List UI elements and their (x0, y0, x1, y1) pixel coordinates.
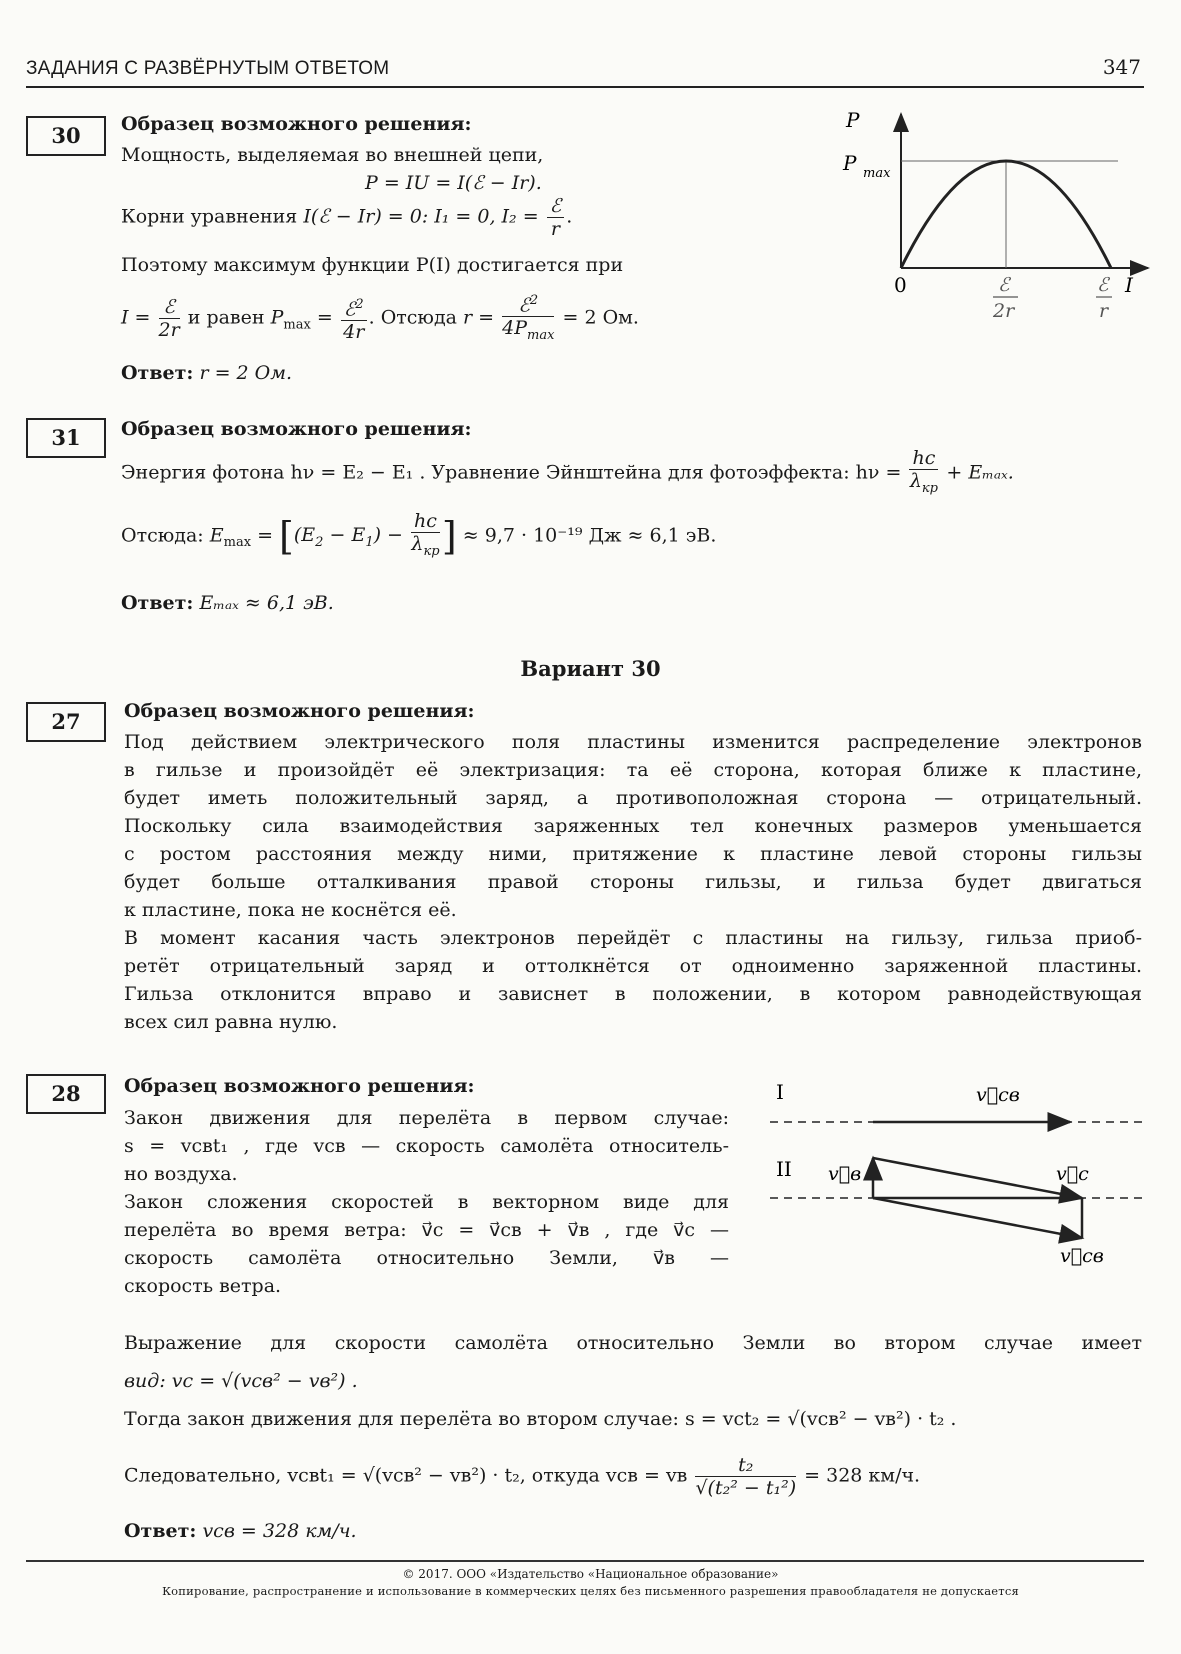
task27-line: к пластине, пока не коснётся её. (124, 899, 457, 921)
tick-half-emf-numerator: ℰ (998, 274, 1010, 296)
answer-label-30: Ответ: (121, 362, 194, 384)
task28-expr-line2: вид: vс = √(vсв² − vв²) . (124, 1370, 358, 1392)
task30-power-formula: P = IU = I(ℰ − Ir). (365, 172, 542, 194)
task27-line: Под действием электрического поля пластины изменится распределение электронов (124, 731, 1142, 753)
task28-law-line: Тогда закон движения для перелёта во втором случае: s = vсt₂ = √(vсв² − vв²) · t₂ . (124, 1408, 957, 1430)
case-2-label: II (776, 1157, 792, 1181)
variant-title: Вариант 30 (520, 656, 661, 681)
task-number-27: 27 (26, 702, 106, 742)
task30-hence: . Отсюда (368, 306, 457, 329)
tick-emf-denominator: r (1099, 300, 1109, 322)
vector-vsv-label-bottom: v⃗св (1060, 1245, 1104, 1267)
fraction-t2-over-root (695, 1454, 796, 1499)
task28-line: перелёта во время ветра: v⃗с = v⃗св + v⃗в , где v⃗с — (124, 1219, 729, 1241)
section-title: ЗАДАНИЯ С РАЗВЁРНУТЫМ ОТВЕТОМ (26, 58, 390, 79)
solution-title-28: Образец возможного решения: (124, 1075, 475, 1097)
task31-answer-value: Eₘₐₓ ≈ 6,1 эВ. (199, 592, 334, 614)
copyright-notice: Копирование, распространение и использование в коммерческих целях без письменного разрешения правообладателя не допускается (162, 1584, 1019, 1598)
task27-line: всех сил равна нулю. (124, 1011, 338, 1033)
answer-label-28: Ответ: (124, 1520, 197, 1542)
solution-title-30: Образец возможного решения: (121, 113, 472, 135)
task-number-31: 31 (26, 418, 106, 458)
task28-answer (124, 1517, 357, 1545)
task31-line1 (121, 447, 1014, 500)
y-axis-label: P (846, 108, 860, 132)
task28-hence-text: Следовательно, vсвt₁ = √(vсв² − vв²) · t₂, откуда vсв = vв (124, 1464, 688, 1487)
task28-expr-line1: Выражение для скорости самолёта относительно Земли во втором случае имеет (124, 1332, 1142, 1354)
task28-line: скорость ветра. (124, 1275, 282, 1297)
vector-vc (873, 1158, 1082, 1198)
task30-maximum: I = $\frac{\text{ℰ}}{2r}$ и равен $P_{max}$ = $\frac{ℰ^2}{4r}$ . Отсюда r = $\frac{ℰ^2}{4P_{max}}$ = 2 Ом. (121, 290, 639, 347)
task27-body (124, 728, 1142, 1036)
task31-line2: Отсюда: $E_{max} = [(E_2 - E_1)$ − $\frac{hc}{\lambda_{кр}}$ ] ≈ 9,7 · 10⁻¹⁹ Дж ≈ 6,1 эВ. (121, 510, 716, 563)
fraction-emf-over-2r: $\frac{\text{ℰ}}{2r}$ (158, 296, 180, 342)
vector-vsv-label-top: v⃗св (976, 1084, 1020, 1106)
task28-body (124, 1104, 729, 1300)
footer-rule (26, 1560, 1144, 1562)
task31-answer (121, 589, 334, 617)
fraction-emf2-over-4r: $\frac{ℰ^2}{4r}$ (341, 294, 367, 343)
fraction-t2-numerator: t₂ (695, 1454, 796, 1477)
task30-and-equals: и равен (187, 306, 265, 329)
power-curve-graph (830, 108, 1160, 348)
task27-line: будет иметь положительный заряд, а противоположная сторона — отрицательный. (124, 787, 1142, 809)
answer-label-31: Ответ: (121, 592, 194, 614)
task31-hence-label: Отсюда: (121, 524, 204, 547)
pmax-label: P (843, 151, 857, 175)
task31-emax-term: + Eₘₐₓ. (946, 461, 1014, 484)
solution-title-27: Образец возможного решения: (124, 700, 475, 722)
tick-emf-numerator: ℰ (1097, 274, 1109, 296)
fraction-emf-over-r: $\frac{\text{ℰ}}{r}$ (547, 195, 565, 240)
page-number: 347 (1102, 55, 1141, 79)
task-number-30: 30 (26, 116, 106, 156)
task27-line: ретёт отрицательный заряд и оттолкнётся от одноименно заряженной пластины. (124, 955, 1142, 977)
task27-line: В момент касания часть электронов перейдёт с пластины на гильзу, гильза приоб- (124, 927, 1142, 949)
vector-vv-label: v⃗в (828, 1163, 862, 1185)
task-number-28: 28 (26, 1074, 106, 1114)
task30-result: = 2 Ом. (562, 306, 639, 329)
task30-roots: Корни уравнения I(ℰ − Ir) = 0: I₁ = 0, I₂ = $\frac{\text{ℰ}}{r}$ . (121, 195, 573, 240)
task30-line1: Мощность, выделяемая во внешней цепи, (121, 144, 544, 166)
task31-result: ≈ 9,7 · 10⁻¹⁹ Дж ≈ 6,1 эВ. (462, 524, 717, 547)
pmax-subscript: max (863, 166, 891, 181)
case-1-label: I (776, 1080, 784, 1104)
task27-line: Гильза отклонится вправо и зависнет в положении, в котором равнодействующая (124, 983, 1142, 1005)
x-axis-label: I (1125, 273, 1133, 297)
fraction-root-denominator: √(t₂² − t₁²) (695, 1477, 797, 1499)
task30-i-equals: I = (121, 306, 151, 329)
task28-line: но воздуха. (124, 1163, 238, 1185)
copyright-line: © 2017. ООО «Издательство «Национальное образование» (402, 1567, 779, 1581)
fraction-hc-over-lambda: $\frac{hc}{\lambda_{кр}}$ (909, 447, 938, 496)
task31-photon-energy: Энергия фотона hν = E₂ − E₁ . Уравнение Эйнштейна для фотоэффекта: hν = (121, 461, 902, 484)
task27-line: в гильзе и произойдёт её электризация: та её сторона, которая ближе к пластине, (124, 759, 1142, 781)
task28-hence-line (124, 1454, 920, 1499)
task28-answer-value: vсв = 328 км/ч. (202, 1520, 357, 1542)
task28-line: скорость самолёта относительно Земли, v⃗в — (124, 1247, 729, 1269)
task28-result: = 328 км/ч. (804, 1464, 921, 1487)
task27-line: с ростом расстояния между ними, притяжение к пластине левой стороны гильзы (124, 843, 1142, 865)
task30-answer (121, 359, 292, 387)
tick-half-emf-denominator: 2r (993, 300, 1015, 322)
origin-label: 0 (894, 273, 907, 297)
solution-title-31: Образец возможного решения: (121, 418, 472, 440)
vector-vsv-bottom (873, 1198, 1082, 1238)
task30-line4: Поэтому максимум функции P(I) достигается при (121, 254, 624, 276)
task30-roots-equation: I(ℰ − Ir) = 0: I₁ = 0, I₂ = (303, 205, 539, 228)
fraction-emf2-over-4pmax: $\frac{ℰ^2}{4P_{max}}$ (502, 290, 554, 347)
vector-vc-label: v⃗с (1056, 1163, 1089, 1185)
task30-roots-text: Корни уравнения (121, 205, 298, 228)
task28-line: Закон движения для перелёта в первом случае: (124, 1107, 729, 1129)
task28-line: s = vсвt₁ , где vсв — скорость самолёта относитель- (124, 1135, 729, 1157)
task28-line: Закон сложения скоростей в векторном виде для (124, 1191, 729, 1213)
task27-line: Поскольку сила взаимодействия заряженных тел конечных размеров уменьшается (124, 815, 1142, 837)
fraction-hc-over-lambda-2: $\frac{hc}{\lambda_{кр}}$ (411, 510, 440, 559)
header-rule (26, 86, 1144, 88)
task27-line: будет больше отталкивания правой стороны гильзы, и гильза будет двигаться (124, 871, 1142, 893)
task30-answer-value: r = 2 Ом. (199, 362, 293, 384)
velocity-vector-diagram (760, 1070, 1160, 1280)
